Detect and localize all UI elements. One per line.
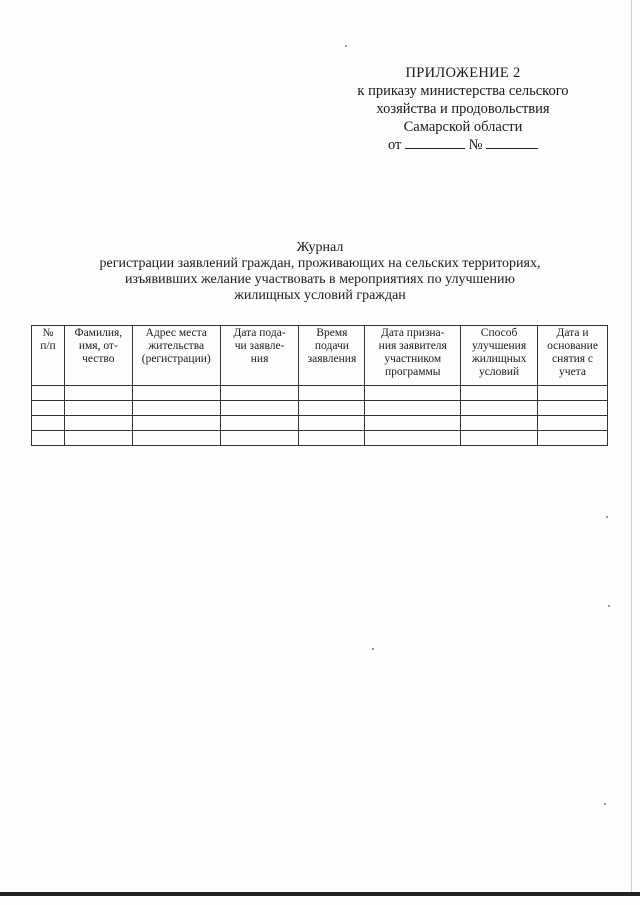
header-text-line: программы (385, 366, 441, 378)
header-text-line: № (42, 327, 54, 339)
table-cell (64, 386, 132, 401)
table-cell (299, 431, 365, 446)
header-text-line: Дата пода- (233, 327, 286, 339)
journal-line-2: изъявивших желание участвовать в мероприятиях по улучшению (125, 272, 515, 287)
header-text-line: ния (250, 353, 269, 365)
header-text-line: заявления (307, 353, 357, 365)
header-text-line: учета (559, 366, 586, 378)
table-cell (220, 401, 299, 416)
header-text-line: Время (316, 327, 348, 339)
table-cell (64, 401, 132, 416)
number-blank (486, 136, 538, 149)
header-text-line: ния заявителя (378, 340, 447, 352)
table-cell (538, 401, 608, 416)
header-deregistration (538, 326, 608, 386)
header-text-line: Дата призна- (381, 327, 445, 339)
table-cell (461, 431, 538, 446)
appendix-title: ПРИЛОЖЕНИЕ 2 (405, 65, 521, 81)
table-row (32, 431, 608, 446)
header-text-line: жилищных (471, 353, 527, 365)
header-text-line: Фамилия, (74, 327, 123, 339)
table-cell (132, 401, 220, 416)
header-application-time (299, 326, 365, 386)
table-cell (32, 431, 65, 446)
header-text-line: основание (547, 340, 598, 352)
header-text-line: улучшения (472, 340, 527, 352)
date-blank (405, 136, 465, 149)
appendix-block (330, 64, 596, 154)
scan-edge-right (631, 0, 632, 892)
header-text-line: Дата и (556, 327, 589, 339)
table-cell (461, 386, 538, 401)
table-cell (220, 431, 299, 446)
appendix-line-3: Самарской области (403, 119, 523, 135)
header-improvement-method (461, 326, 538, 386)
header-recognition-date (365, 326, 461, 386)
header-number (32, 326, 65, 386)
scan-speck (608, 605, 610, 607)
header-text-line: чи заявле- (234, 340, 285, 352)
table-cell (64, 416, 132, 431)
table-cell (64, 431, 132, 446)
scan-speck (345, 45, 347, 47)
header-text-line: имя, от- (78, 340, 118, 352)
number-label: № (468, 137, 483, 153)
header-text-line: условий (479, 366, 520, 378)
table-cell (299, 386, 365, 401)
appendix-date-number-line (330, 136, 596, 154)
table-cell (365, 416, 461, 431)
table-cell (132, 386, 220, 401)
header-text-line: жительства (148, 340, 205, 352)
table-row (32, 386, 608, 401)
header-text-line: Способ (480, 327, 518, 339)
appendix-line-2: хозяйства и продовольствия (376, 101, 550, 117)
header-text-line: чество (82, 353, 115, 365)
header-text-line: участником (384, 353, 442, 365)
journal-heading (40, 240, 600, 304)
table-cell (132, 431, 220, 446)
header-full-name (64, 326, 132, 386)
table-row (32, 401, 608, 416)
table-cell (461, 401, 538, 416)
journal-line-3: жилищных условий граждан (234, 288, 406, 303)
table-cell (299, 416, 365, 431)
table-cell (365, 401, 461, 416)
header-address (132, 326, 220, 386)
table-cell (538, 416, 608, 431)
table-cell (220, 386, 299, 401)
header-text-line: подачи (314, 340, 349, 352)
table-cell (461, 416, 538, 431)
date-label: от (387, 137, 402, 153)
table-cell (365, 431, 461, 446)
table-cell (538, 431, 608, 446)
table-cell (538, 386, 608, 401)
scan-edge-bottom (0, 892, 640, 896)
header-text-line: п/п (40, 340, 56, 352)
journal-table (31, 325, 608, 446)
table-cell (132, 416, 220, 431)
journal-line-1: регистрации заявлений граждан, проживающих на сельских территориях, (99, 256, 541, 271)
table-cell (32, 416, 65, 431)
table-cell (365, 386, 461, 401)
scan-speck (606, 516, 608, 518)
header-text-line: снятия с (552, 353, 594, 365)
scan-speck (604, 803, 606, 805)
header-text-line: Адрес места (145, 327, 207, 339)
table-cell (32, 401, 65, 416)
header-text-line: (регистрации) (141, 353, 211, 365)
table-header-row (32, 326, 608, 386)
scan-speck (372, 648, 374, 650)
table-cell (32, 386, 65, 401)
header-application-date (220, 326, 299, 386)
table-cell (299, 401, 365, 416)
journal-title: Журнал (296, 240, 344, 255)
appendix-line-1: к приказу министерства сельского (357, 83, 569, 99)
table-cell (220, 416, 299, 431)
table-row (32, 416, 608, 431)
